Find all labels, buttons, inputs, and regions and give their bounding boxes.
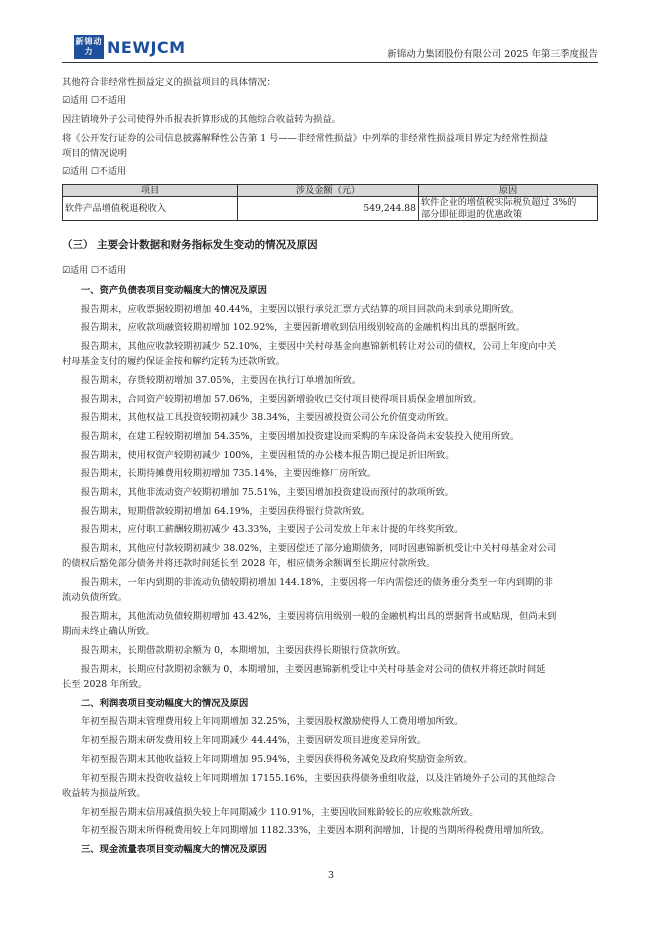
paragraph-line: 报告期末，应付职工薪酬较期初减少 43.33%，主要因子公司发放上年末计提的年终奖所致。: [81, 524, 464, 536]
paragraph-line: 报告期末，存货较期初增加 37.05%，主要因在执行订单增加所致。: [81, 374, 362, 386]
nonrecurring-rule-line: 项目的情况说明: [62, 148, 128, 160]
paragraph-line: 年初至报告期末所得税费用较上年同期增加 1182.33%，主要因本期利润增加，计提的当期所得税费用增加所致。: [81, 825, 550, 837]
col-header-amount: 涉及金额（元）: [238, 184, 419, 197]
paragraph-line: 报告期末，应收票据较期初增加 40.44%，主要因以银行承兑汇票方式结算的项目回款尚未到承兑期所致。: [81, 303, 520, 315]
applicable-checkbox: ☑适用 ☐不适用: [62, 95, 126, 106]
paragraph-line: 报告期末，在建工程较期初增加 54.35%，主要因增加投资建设而采购的车床设备尚未安装投入使用所致。: [81, 431, 520, 443]
page-header: [62, 32, 598, 63]
paragraph-line: 报告期末，其他应付款较期初减少 38.02%，主要因偿还了部分逾期债务，同时因惠锦新机受让中关村母基金对公司: [81, 543, 557, 555]
table-row: [63, 197, 598, 221]
col-header-reason: 原因: [419, 184, 598, 197]
section-heading: （三） 主要会计数据和财务指标发生变动的情况及原因: [62, 239, 318, 252]
paragraph-line: 期而未终止确认所致。: [62, 626, 155, 638]
paragraph-line: 的债权后豁免部分债务并将还款时间延长至 2028 年，相应债务余额调至长期应付款所致。: [62, 558, 436, 570]
logo-text: NEWJCM: [107, 37, 186, 57]
paragraph-line: 报告期末，使用权资产较期初减少 100%，主要因租赁的办公楼本报告期已提足折旧所致。: [81, 449, 455, 461]
paragraph-line: 收益转为损益所致。: [62, 787, 146, 799]
paragraph-line: 年初至报告期末管理费用较上年同期增加 32.25%，主要因股权激励使得人工费用增加所致。: [81, 716, 464, 728]
cell-item: 软件产品增值税退税收入: [63, 197, 238, 221]
subsection-heading-cash-flow: 三、现金流量表项目变动幅度大的情况及原因: [81, 843, 267, 855]
paragraph-line: 报告期末，长期待摊费用较期初增加 735.14%，主要因维修厂房所致。: [81, 468, 377, 480]
paragraph-line: 报告期末，一年内到期的非流动负债较期初增加 144.18%，主要因将一年内需偿还的债务重分类至一年内到期的非: [81, 577, 553, 589]
nonrecurring-rule-line: 将《公开发行证券的公司信息披露解释性公告第 1 号——非经常性损益》中列举的非经常性损益项目界定为经常性损益: [62, 133, 548, 145]
paragraph-line: 报告期末，应收款项融资较期初增加 102.92%，主要因新增收到信用级别较高的金融机构出具的票据所致。: [81, 322, 526, 334]
reason-line: 软件企业的增值税实际税负超过 3%的: [421, 197, 577, 209]
cell-reason: [419, 197, 598, 221]
cell-amount: 549,244.88: [238, 197, 419, 221]
paragraph-line: 年初至报告期末投资收益较上年同期增加 17155.16%，主要因获得债务重组收益，以及注销境外子公司的其他综合: [81, 772, 556, 784]
reason-line: 部分即征即退的优惠政策: [421, 208, 523, 220]
paragraph-line: 流动负债所致。: [62, 592, 128, 604]
paragraph-line: 报告期末，其他应收款较期初减少 52.10%，主要因中关村母基金向惠锦新机转让对公司的债权，公司上年度向中关: [81, 340, 557, 352]
company-logo: [74, 34, 186, 60]
paragraph-line: 报告期末，长期应付款期初余额为 0，本期增加，主要因惠锦新机受让中关村母基金对公司的债权并将还款时间延: [81, 663, 546, 675]
paragraph-line: 报告期末，其他非流动资产较期初增加 75.51%，主要因增加投资建设而预付的款项所致。: [81, 487, 455, 499]
paragraph-line: 报告期末，短期借款较期初增加 64.19%，主要因获得银行贷款所致。: [81, 505, 371, 517]
subsection-heading-income-statement: 二、利润表项目变动幅度大的情况及原因: [81, 697, 249, 709]
subsection-heading-balance-sheet: 一、资产负债表项目变动幅度大的情况及原因: [81, 284, 267, 296]
paragraph-line: 年初至报告期末信用减值损失较上年同期减少 110.91%，主要因收回账龄较长的应收账款所致。: [81, 806, 479, 818]
paragraph-line: 村母基金支付的履约保证金按和解约定转为还款所致。: [62, 356, 286, 368]
paragraph-line: 年初至报告期末其他收益较上年同期增加 95.94%，主要因获得税务减免及政府奖励资金所致。: [81, 753, 473, 765]
page-number: 3: [327, 870, 335, 881]
table-header-row: [63, 184, 598, 197]
paragraph-line: 报告期末，长期借款期初余额为 0，本期增加，主要因获得长期银行贷款所致。: [81, 645, 406, 657]
paragraph-line: 报告期末，合同资产较期初增加 57.06%，主要因新增验收已交付项目使得项目质保金增加所致。: [81, 393, 482, 405]
page-content: [62, 75, 598, 861]
report-title: 新锦动力集团股份有限公司 2025 年第三季度报告: [387, 49, 598, 60]
col-header-item: 项目: [63, 184, 238, 197]
paragraph-line: 报告期末，其他权益工具投资较期初减少 38.34%，主要因被投资公司公允价值变动所致。: [81, 412, 455, 424]
paragraph-line: 报告期末，其他流动负债较期初增加 43.42%，主要因将信用级别一般的金融机构出具的票据背书或贴现，但尚未到: [81, 611, 557, 623]
logo-mark: 新锦动力: [74, 35, 104, 59]
applicable-checkbox: ☑适用 ☐不适用: [62, 266, 126, 277]
recurring-items-table: [62, 184, 598, 222]
paragraph-line: 长至 2028 年所致。: [62, 679, 148, 691]
nonrecurring-desc: 因注销境外子公司使得外币报表折算形成的其他综合收益转为损益。: [62, 114, 341, 126]
applicable-checkbox: ☑适用 ☐不适用: [62, 167, 126, 178]
nonrecurring-intro: 其他符合非经常性损益定义的损益项目的具体情况：: [62, 77, 276, 88]
paragraph-line: 年初至报告期末研发费用较上年同期减少 44.44%，主要因研发项目进度差异所致。: [81, 735, 427, 747]
